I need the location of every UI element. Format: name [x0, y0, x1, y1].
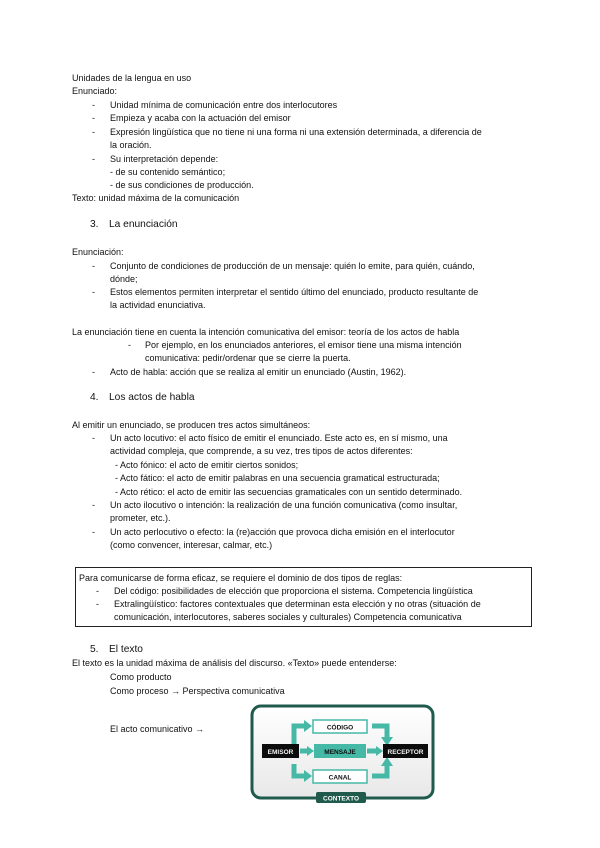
- sub-list-item: - Acto fónico: el acto de emitir ciertos sonidos;: [115, 460, 299, 470]
- list-item: Acto de habla: acción que se realiza al emitir un enunciado (Austin, 1962).: [110, 367, 407, 377]
- mensaje-label: MENSAJE: [324, 749, 356, 756]
- list-item: Un acto locutivo: el acto físico de emitir el enunciado. Este acto es, en sí mismo, una: [110, 433, 448, 443]
- bullet-dash: -: [128, 340, 131, 350]
- bullet-dash: -: [92, 527, 95, 537]
- texto-definition: Texto: unidad máxima de la comunicación: [72, 193, 240, 203]
- list-item: Unidad mínima de comunicación entre dos interlocutores: [110, 100, 338, 110]
- como-proceso: Como proceso → Perspectiva comunicativa: [110, 686, 285, 696]
- list-item-continuation: la oración.: [110, 140, 152, 150]
- codigo-label: CÓDIGO: [326, 724, 354, 732]
- list-item-continuation: prometer, etc.).: [110, 513, 171, 523]
- canal-label: CANAL: [328, 774, 352, 782]
- como-producto: Como producto: [110, 672, 172, 682]
- list-item: Un acto ilocutivo o intención: la realización de una función comunicativa (como insultar,: [110, 500, 458, 510]
- section-heading: Los actos de habla: [109, 392, 195, 403]
- list-item: Un acto perlocutivo o efecto: la (re)acción que provoca dicha emisión en el interlocutor: [110, 527, 455, 537]
- section-number: 4.: [90, 392, 99, 403]
- emisor-label: EMISOR: [267, 749, 294, 756]
- bullet-dash: -: [92, 367, 95, 377]
- bullet-dash: -: [92, 287, 95, 297]
- rules-intro: Para comunicarse de forma eficaz, se requiere el dominio de dos tipos de reglas:: [79, 573, 403, 583]
- actos-intro: Al emitir un enunciado, se producen tres actos simultáneos:: [72, 420, 311, 430]
- receptor-label: RECEPTOR: [387, 749, 424, 756]
- document-title: Unidades de la lengua en uso: [72, 73, 192, 83]
- section-number: 3.: [90, 219, 99, 230]
- bullet-dash: -: [92, 127, 95, 137]
- list-item: Empieza y acaba con la actuación del emisor: [110, 113, 291, 123]
- communication-diagram: [250, 704, 435, 804]
- list-item-continuation: (como convencer, interesar, calmar, etc.): [110, 540, 273, 550]
- sub-list-item: - de su contenido semántico;: [110, 167, 226, 177]
- enunciado-label: Enunciado:: [72, 86, 118, 96]
- bullet-dash: -: [92, 100, 95, 110]
- list-item-continuation: dónde;: [110, 274, 138, 284]
- rules-item: Del código: posibilidades de elección que proporciona el sistema. Competencia lingüística: [114, 586, 473, 596]
- bullet-dash: -: [96, 586, 99, 596]
- contexto-label: CONTEXTO: [323, 795, 359, 803]
- list-item: Estos elementos permiten interpretar el sentido último del enunciado, producto resultante de: [110, 287, 479, 297]
- bullet-dash: -: [92, 154, 95, 164]
- example-text: Por ejemplo, en los enunciados anteriores, el emisor tiene una misma intención: [145, 340, 462, 350]
- sub-list-item: - de sus condiciones de producción.: [110, 180, 254, 190]
- list-item: Conjunto de condiciones de producción de un mensaje: quién lo emite, para quién, cuándo,: [110, 261, 475, 271]
- texto-paragraph: El texto es la unidad máxima de análisis del discurso. «Texto» puede entenderse:: [72, 658, 397, 668]
- bullet-dash: -: [92, 113, 95, 123]
- bullet-dash: -: [92, 433, 95, 443]
- sub-list-item: - Acto rético: el acto de emitir las secuencias gramaticales con un sentido determinado.: [115, 487, 463, 497]
- list-item: Su interpretación depende:: [110, 154, 219, 164]
- enunciacion-label: Enunciación:: [72, 247, 124, 257]
- section-number: 5.: [90, 644, 99, 655]
- list-item: Expresión lingüística que no tiene ni una forma ni una extensión determinada, a diferencia de: [110, 127, 482, 137]
- list-item-continuation: la actividad enunciativa.: [110, 300, 206, 310]
- bullet-dash: -: [92, 261, 95, 271]
- list-item-continuation: actividad compleja, que comprende, a su vez, tres tipos de actos diferentes:: [110, 446, 413, 456]
- acto-comunicativo-label: El acto comunicativo →: [110, 724, 205, 734]
- bullet-dash: -: [96, 599, 99, 609]
- example-text: comunicativa: pedir/ordenar que se cierre la puerta.: [145, 353, 351, 363]
- intention-paragraph: La enunciación tiene en cuenta la intención comunicativa del emisor: teoría de los actos de habla: [72, 327, 460, 337]
- section-heading: El texto: [109, 644, 143, 655]
- bullet-dash: -: [92, 500, 95, 510]
- section-heading: La enunciación: [109, 219, 178, 230]
- sub-list-item: - Acto fático: el acto de emitir palabras en una secuencia gramatical estructurada;: [115, 473, 440, 483]
- rules-item-continuation: comunicación, interlocutores, saberes sociales y culturales) Competencia comunicativa: [114, 612, 462, 622]
- rules-item: Extralingüístico: factores contextuales que determinan esta elección y no otras (situación de: [114, 599, 481, 609]
